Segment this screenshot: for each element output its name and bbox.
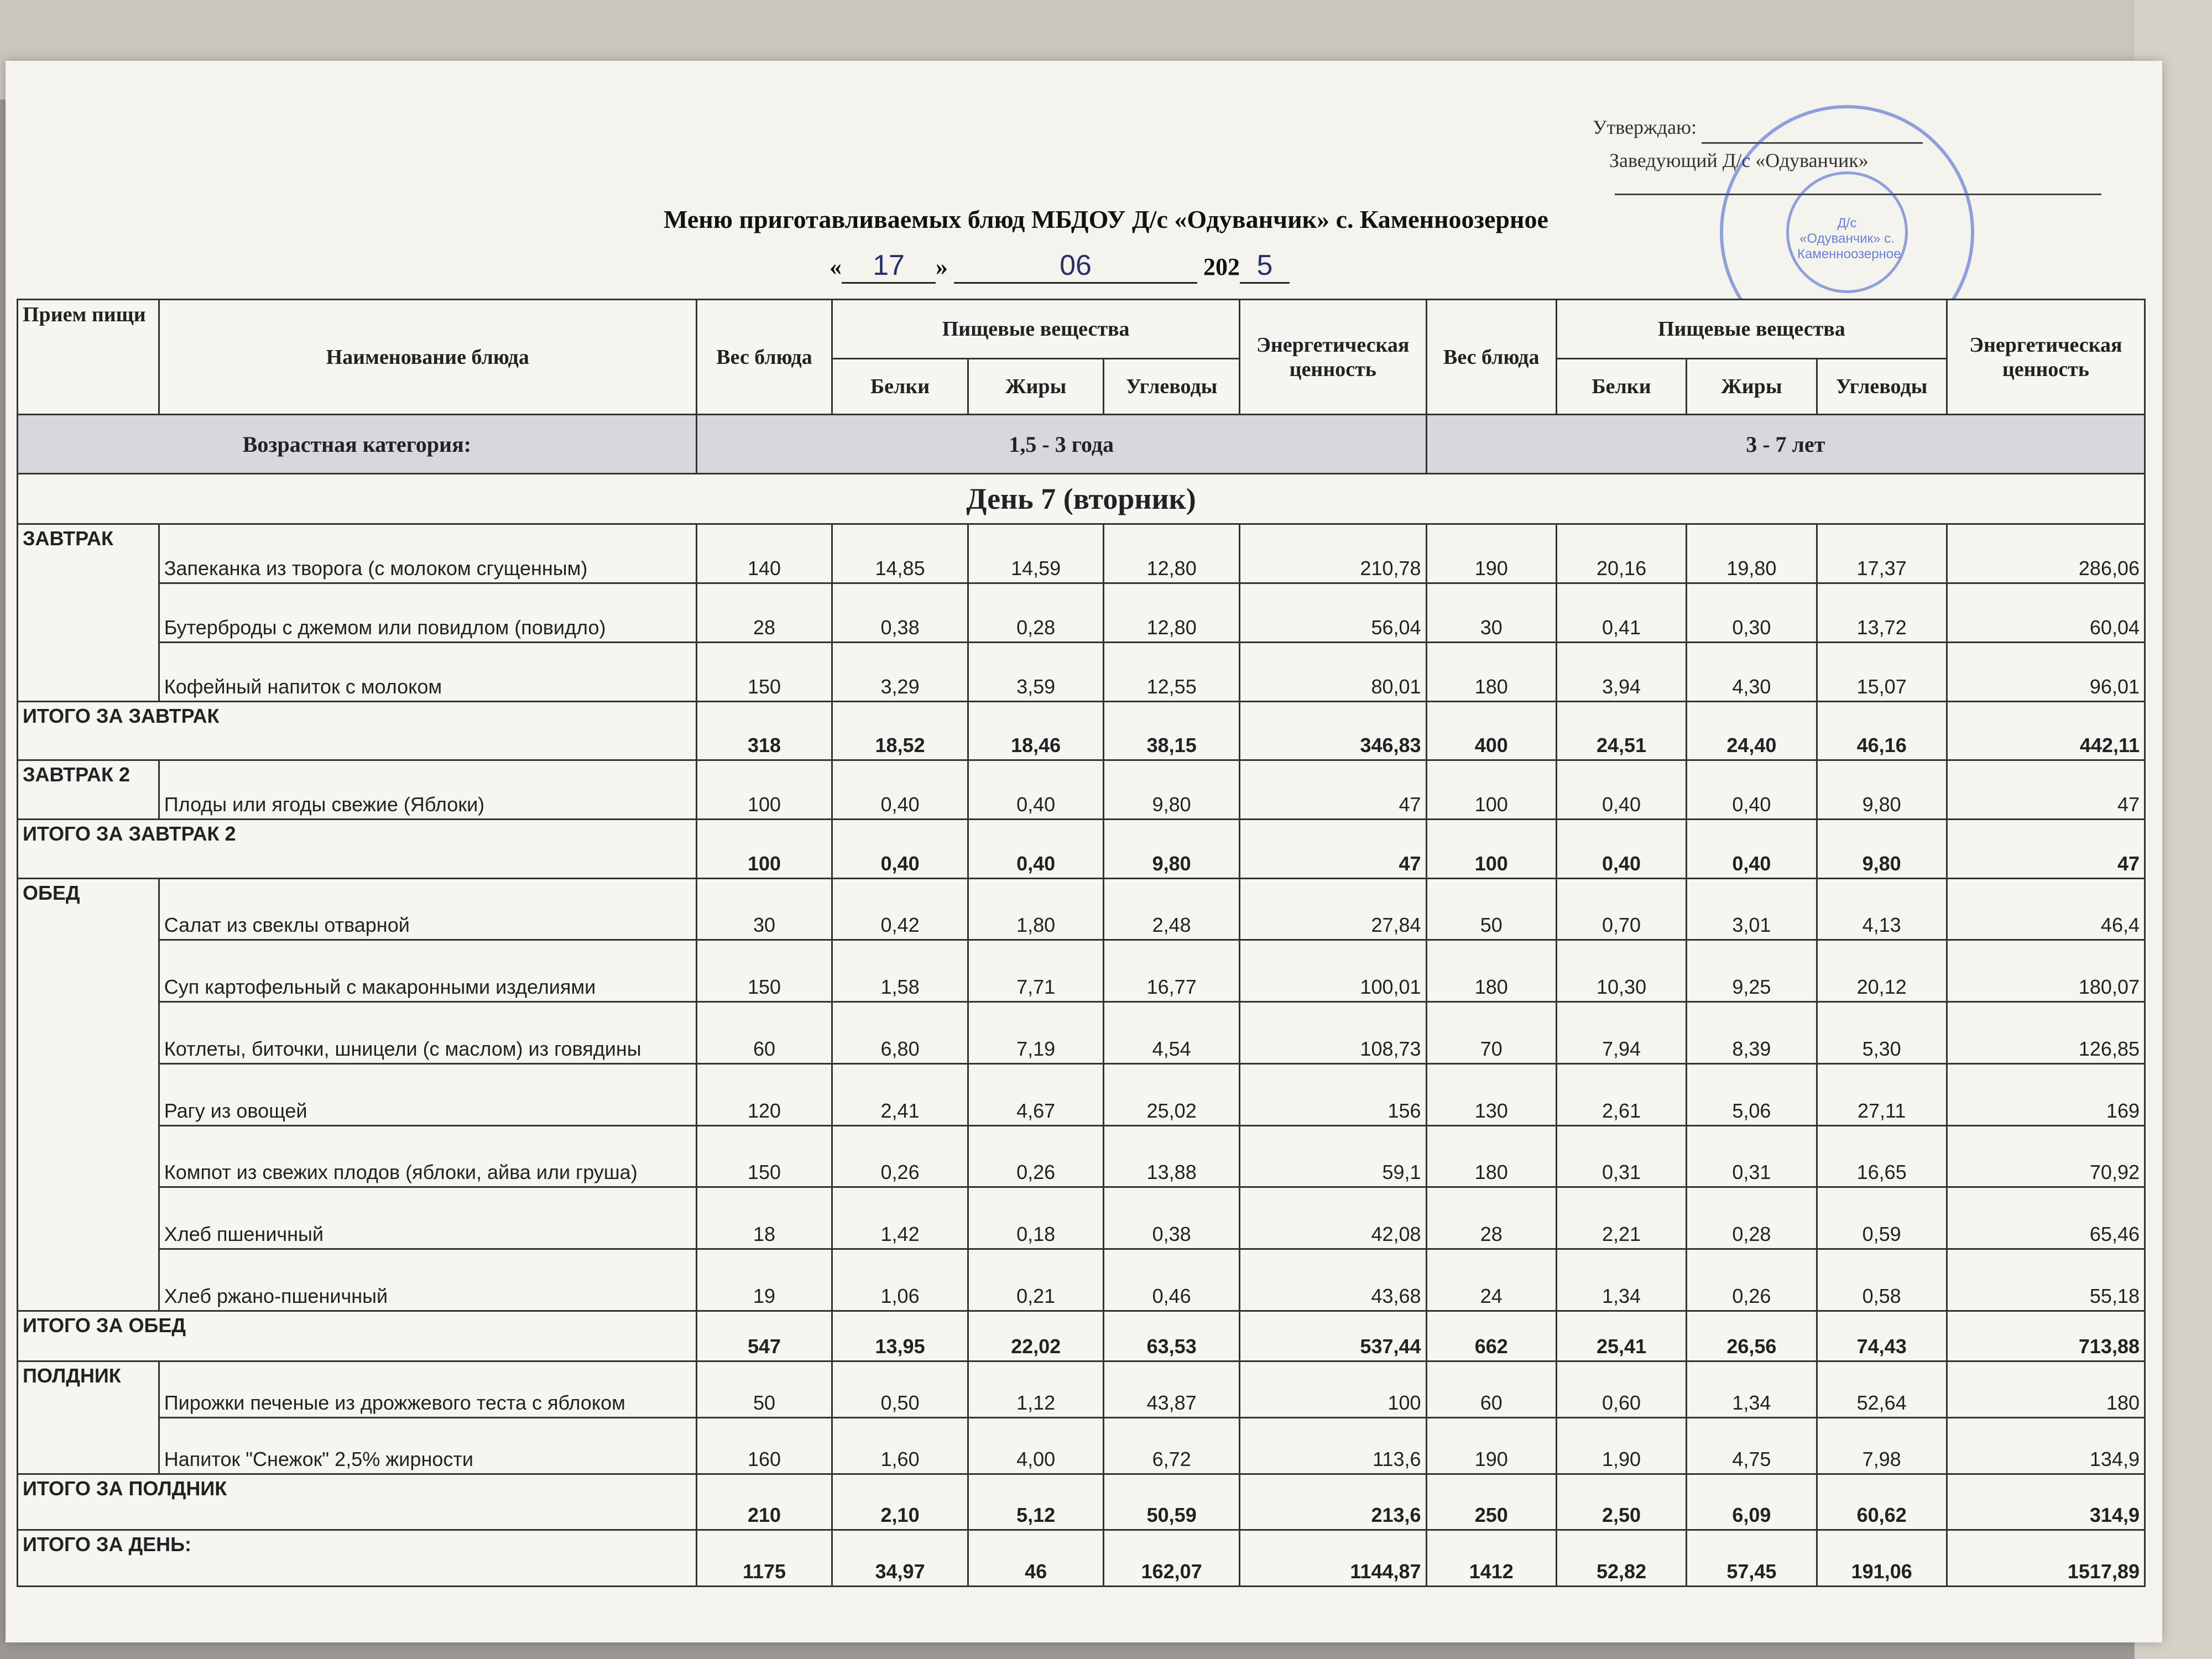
total-energy-b: 1517,89 bbox=[1947, 1530, 2145, 1587]
total-energy-a: 537,44 bbox=[1239, 1311, 1426, 1361]
cell-weight-a: 120 bbox=[696, 1063, 832, 1125]
total-carbs-a: 9,80 bbox=[1104, 819, 1240, 878]
cell-fats-a: 4,67 bbox=[968, 1063, 1104, 1125]
cell-fats-a: 14,59 bbox=[968, 524, 1104, 583]
total-label: ИТОГО ЗА ДЕНЬ: bbox=[18, 1530, 697, 1587]
meal-snack: ПОЛДНИК bbox=[18, 1361, 159, 1474]
cell-fats-a: 3,59 bbox=[968, 642, 1104, 701]
cell-fats-b: 0,40 bbox=[1687, 760, 1817, 820]
total-proteins-b: 52,82 bbox=[1556, 1530, 1686, 1587]
cell-carbs-b: 17,37 bbox=[1817, 524, 1947, 583]
cell-fats-b: 0,30 bbox=[1687, 583, 1817, 643]
meal-breakfast-2: ЗАВТРАК 2 bbox=[18, 760, 159, 820]
age-group-b: 3 - 7 лет bbox=[1426, 415, 2145, 474]
total-proteins-a: 0,40 bbox=[832, 819, 968, 878]
cell-proteins-a: 0,38 bbox=[832, 583, 968, 643]
cell-energy-a: 108,73 bbox=[1239, 1002, 1426, 1064]
cell-carbs-b: 16,65 bbox=[1817, 1125, 1947, 1187]
cell-weight-a: 19 bbox=[696, 1249, 832, 1311]
cell-weight-b: 30 bbox=[1426, 583, 1556, 643]
age-group-a: 1,5 - 3 года bbox=[696, 415, 1426, 474]
day-title: День 7 (вторник) bbox=[18, 473, 2145, 524]
cell-fats-a: 0,26 bbox=[968, 1125, 1104, 1187]
header-weight-b: Вес блюда bbox=[1426, 300, 1556, 415]
cell-carbs-a: 12,80 bbox=[1104, 583, 1240, 643]
date-year-prefix: 202 bbox=[1203, 253, 1240, 280]
cell-fats-b: 19,80 bbox=[1687, 524, 1817, 583]
cell-fats-b: 9,25 bbox=[1687, 940, 1817, 1002]
header-proteins-b: Белки bbox=[1556, 358, 1686, 415]
meal-breakfast: ЗАВТРАК bbox=[18, 524, 159, 701]
total-energy-b: 47 bbox=[1947, 819, 2145, 878]
total-label: ИТОГО ЗА ПОЛДНИК bbox=[18, 1474, 697, 1530]
header-nutrients-a: Пищевые вещества bbox=[832, 300, 1240, 359]
cell-fats-a: 1,12 bbox=[968, 1361, 1104, 1418]
cell-fats-b: 0,28 bbox=[1687, 1187, 1817, 1249]
table-row bbox=[18, 1249, 2145, 1311]
table-row bbox=[18, 940, 2145, 1002]
table-row bbox=[18, 1125, 2145, 1187]
total-carbs-a: 38,15 bbox=[1104, 701, 1240, 760]
date-year-suffix: 5 bbox=[1240, 249, 1290, 284]
cell-fats-b: 8,39 bbox=[1687, 1002, 1817, 1064]
cell-proteins-a: 1,60 bbox=[832, 1417, 968, 1474]
cell-carbs-a: 4,54 bbox=[1104, 1002, 1240, 1064]
header-weight-a: Вес блюда bbox=[696, 300, 832, 415]
total-carbs-b: 9,80 bbox=[1817, 819, 1947, 878]
header-fats-a: Жиры bbox=[968, 358, 1104, 415]
approve-label: Утверждаю: bbox=[1593, 116, 1697, 138]
head-label: Заведующий Д/с «Одуванчик» bbox=[1609, 149, 1869, 171]
cell-weight-b: 180 bbox=[1426, 642, 1556, 701]
cell-energy-a: 210,78 bbox=[1239, 524, 1426, 583]
table-row bbox=[18, 583, 2145, 643]
cell-carbs-a: 12,80 bbox=[1104, 524, 1240, 583]
cell-proteins-b: 0,70 bbox=[1556, 878, 1686, 940]
total-weight-b: 100 bbox=[1426, 819, 1556, 878]
meal-lunch: ОБЕД bbox=[18, 878, 159, 1311]
cell-weight-a: 18 bbox=[696, 1187, 832, 1249]
cell-weight-b: 180 bbox=[1426, 940, 1556, 1002]
cell-weight-a: 150 bbox=[696, 1125, 832, 1187]
cell-energy-b: 180,07 bbox=[1947, 940, 2145, 1002]
table-row bbox=[18, 1361, 2145, 1418]
total-proteins-a: 2,10 bbox=[832, 1474, 968, 1530]
cell-fats-b: 1,34 bbox=[1687, 1361, 1817, 1418]
cell-fats-a: 0,21 bbox=[968, 1249, 1104, 1311]
header-energy-b: Энергетическая ценность bbox=[1947, 300, 2145, 415]
stamp-text: Д/с «Одуванчик» с. Каменноозерное bbox=[1797, 216, 1901, 262]
cell-weight-a: 28 bbox=[696, 583, 832, 643]
cell-proteins-a: 6,80 bbox=[832, 1002, 968, 1064]
cell-weight-b: 60 bbox=[1426, 1361, 1556, 1418]
total-carbs-a: 63,53 bbox=[1104, 1311, 1240, 1361]
date-day: 17 bbox=[842, 249, 936, 284]
cell-energy-b: 96,01 bbox=[1947, 642, 2145, 701]
cell-proteins-b: 2,61 bbox=[1556, 1063, 1686, 1125]
date-month: 06 bbox=[954, 249, 1197, 284]
dish-name: Напиток "Снежок" 2,5% жирности bbox=[159, 1417, 696, 1474]
cell-weight-a: 160 bbox=[696, 1417, 832, 1474]
total-proteins-b: 2,50 bbox=[1556, 1474, 1686, 1530]
cell-weight-b: 190 bbox=[1426, 1417, 1556, 1474]
cell-carbs-b: 0,59 bbox=[1817, 1187, 1947, 1249]
cell-fats-a: 4,00 bbox=[968, 1417, 1104, 1474]
cell-carbs-a: 6,72 bbox=[1104, 1417, 1240, 1474]
total-row bbox=[18, 1474, 2145, 1530]
cell-energy-a: 113,6 bbox=[1239, 1417, 1426, 1474]
total-energy-b: 713,88 bbox=[1947, 1311, 2145, 1361]
cell-carbs-a: 0,38 bbox=[1104, 1187, 1240, 1249]
cell-energy-b: 169 bbox=[1947, 1063, 2145, 1125]
total-energy-b: 442,11 bbox=[1947, 701, 2145, 760]
cell-proteins-b: 0,40 bbox=[1556, 760, 1686, 820]
total-proteins-a: 13,95 bbox=[832, 1311, 968, 1361]
cell-weight-a: 60 bbox=[696, 1002, 832, 1064]
total-weight-b: 250 bbox=[1426, 1474, 1556, 1530]
cell-energy-a: 47 bbox=[1239, 760, 1426, 820]
total-fats-a: 46 bbox=[968, 1530, 1104, 1587]
total-carbs-a: 50,59 bbox=[1104, 1474, 1240, 1530]
cell-proteins-a: 0,42 bbox=[832, 878, 968, 940]
cell-proteins-a: 1,06 bbox=[832, 1249, 968, 1311]
header-carbs-b: Углеводы bbox=[1817, 358, 1947, 415]
cell-carbs-b: 0,58 bbox=[1817, 1249, 1947, 1311]
cell-carbs-a: 43,87 bbox=[1104, 1361, 1240, 1418]
cell-fats-b: 0,26 bbox=[1687, 1249, 1817, 1311]
table-row bbox=[18, 1002, 2145, 1064]
cell-proteins-b: 2,21 bbox=[1556, 1187, 1686, 1249]
cell-fats-a: 7,19 bbox=[968, 1002, 1104, 1064]
header-energy-a: Энергетическая ценность bbox=[1239, 300, 1426, 415]
total-carbs-b: 74,43 bbox=[1817, 1311, 1947, 1361]
dish-name: Хлеб пшеничный bbox=[159, 1187, 696, 1249]
cell-proteins-a: 14,85 bbox=[832, 524, 968, 583]
cell-proteins-b: 20,16 bbox=[1556, 524, 1686, 583]
cell-energy-b: 46,4 bbox=[1947, 878, 2145, 940]
cell-carbs-b: 52,64 bbox=[1817, 1361, 1947, 1418]
cell-energy-b: 55,18 bbox=[1947, 1249, 2145, 1311]
cell-carbs-a: 12,55 bbox=[1104, 642, 1240, 701]
total-energy-a: 1144,87 bbox=[1239, 1530, 1426, 1587]
total-carbs-a: 162,07 bbox=[1104, 1530, 1240, 1587]
cell-energy-a: 100,01 bbox=[1239, 940, 1426, 1002]
dish-name: Салат из свеклы отварной bbox=[159, 878, 696, 940]
cell-proteins-a: 1,58 bbox=[832, 940, 968, 1002]
dish-name: Суп картофельный с макаронными изделиями bbox=[159, 940, 696, 1002]
cell-weight-a: 150 bbox=[696, 940, 832, 1002]
cell-proteins-b: 10,30 bbox=[1556, 940, 1686, 1002]
table-row bbox=[18, 524, 2145, 583]
cell-energy-b: 180 bbox=[1947, 1361, 2145, 1418]
total-weight-b: 400 bbox=[1426, 701, 1556, 760]
cell-energy-b: 126,85 bbox=[1947, 1002, 2145, 1064]
total-fats-b: 24,40 bbox=[1687, 701, 1817, 760]
cell-energy-a: 100 bbox=[1239, 1361, 1426, 1418]
cell-carbs-b: 7,98 bbox=[1817, 1417, 1947, 1474]
cell-weight-b: 190 bbox=[1426, 524, 1556, 583]
dish-name: Котлеты, биточки, шницели (с маслом) из говядины bbox=[159, 1002, 696, 1064]
cell-weight-b: 28 bbox=[1426, 1187, 1556, 1249]
header-carbs-a: Углеводы bbox=[1104, 358, 1240, 415]
cell-weight-a: 140 bbox=[696, 524, 832, 583]
total-energy-a: 346,83 bbox=[1239, 701, 1426, 760]
cell-proteins-a: 0,50 bbox=[832, 1361, 968, 1418]
total-fats-b: 26,56 bbox=[1687, 1311, 1817, 1361]
cell-weight-b: 180 bbox=[1426, 1125, 1556, 1187]
cell-proteins-b: 0,60 bbox=[1556, 1361, 1686, 1418]
total-fats-a: 18,46 bbox=[968, 701, 1104, 760]
total-proteins-a: 34,97 bbox=[832, 1530, 968, 1587]
cell-energy-a: 80,01 bbox=[1239, 642, 1426, 701]
cell-fats-b: 4,75 bbox=[1687, 1417, 1817, 1474]
dish-name: Компот из свежих плодов (яблоки, айва или груша) bbox=[159, 1125, 696, 1187]
page-title: Меню приготавливаемых блюд МБДОУ Д/с «Одуванчик» с. Каменноозерное bbox=[664, 205, 1548, 233]
cell-carbs-a: 16,77 bbox=[1104, 940, 1240, 1002]
total-energy-b: 314,9 bbox=[1947, 1474, 2145, 1530]
cell-weight-b: 70 bbox=[1426, 1002, 1556, 1064]
cell-weight-a: 100 bbox=[696, 760, 832, 820]
cell-energy-a: 42,08 bbox=[1239, 1187, 1426, 1249]
total-weight-a: 547 bbox=[696, 1311, 832, 1361]
total-proteins-b: 24,51 bbox=[1556, 701, 1686, 760]
total-label: ИТОГО ЗА ЗАВТРАК bbox=[18, 701, 697, 760]
cell-energy-b: 134,9 bbox=[1947, 1417, 2145, 1474]
cell-carbs-b: 27,11 bbox=[1817, 1063, 1947, 1125]
total-fats-b: 6,09 bbox=[1687, 1474, 1817, 1530]
dish-name: Плоды или ягоды свежие (Яблоки) bbox=[159, 760, 696, 820]
total-proteins-b: 25,41 bbox=[1556, 1311, 1686, 1361]
cell-fats-b: 3,01 bbox=[1687, 878, 1817, 940]
cell-proteins-b: 1,34 bbox=[1556, 1249, 1686, 1311]
cell-energy-a: 27,84 bbox=[1239, 878, 1426, 940]
cell-carbs-b: 5,30 bbox=[1817, 1002, 1947, 1064]
dish-name: Хлеб ржано-пшеничный bbox=[159, 1249, 696, 1311]
total-row bbox=[18, 1530, 2145, 1587]
cell-energy-a: 59,1 bbox=[1239, 1125, 1426, 1187]
total-carbs-b: 191,06 bbox=[1817, 1530, 1947, 1587]
total-label: ИТОГО ЗА ОБЕД bbox=[18, 1311, 697, 1361]
menu-table bbox=[17, 299, 2146, 1587]
cell-carbs-a: 13,88 bbox=[1104, 1125, 1240, 1187]
cell-fats-a: 1,80 bbox=[968, 878, 1104, 940]
total-label: ИТОГО ЗА ЗАВТРАК 2 bbox=[18, 819, 697, 878]
cell-fats-a: 0,40 bbox=[968, 760, 1104, 820]
total-weight-a: 100 bbox=[696, 819, 832, 878]
cell-fats-b: 0,31 bbox=[1687, 1125, 1817, 1187]
total-carbs-b: 60,62 bbox=[1817, 1474, 1947, 1530]
cell-energy-b: 65,46 bbox=[1947, 1187, 2145, 1249]
total-weight-a: 318 bbox=[696, 701, 832, 760]
cell-proteins-a: 2,41 bbox=[832, 1063, 968, 1125]
cell-energy-b: 286,06 bbox=[1947, 524, 2145, 583]
total-fats-a: 0,40 bbox=[968, 819, 1104, 878]
total-carbs-b: 46,16 bbox=[1817, 701, 1947, 760]
total-weight-a: 1175 bbox=[696, 1530, 832, 1587]
dish-name: Кофейный напиток с молоком bbox=[159, 642, 696, 701]
cell-carbs-b: 4,13 bbox=[1817, 878, 1947, 940]
cell-carbs-b: 9,80 bbox=[1817, 760, 1947, 820]
cell-energy-a: 43,68 bbox=[1239, 1249, 1426, 1311]
cell-carbs-b: 13,72 bbox=[1817, 583, 1947, 643]
cell-weight-a: 150 bbox=[696, 642, 832, 701]
cell-carbs-b: 20,12 bbox=[1817, 940, 1947, 1002]
total-proteins-a: 18,52 bbox=[832, 701, 968, 760]
table-row bbox=[18, 1063, 2145, 1125]
cell-proteins-a: 3,29 bbox=[832, 642, 968, 701]
cell-fats-a: 7,71 bbox=[968, 940, 1104, 1002]
header-nutrients-b: Пищевые вещества bbox=[1556, 300, 1947, 359]
cell-weight-b: 130 bbox=[1426, 1063, 1556, 1125]
total-row bbox=[18, 819, 2145, 878]
cell-fats-b: 5,06 bbox=[1687, 1063, 1817, 1125]
cell-weight-a: 50 bbox=[696, 1361, 832, 1418]
total-energy-a: 213,6 bbox=[1239, 1474, 1426, 1530]
cell-weight-b: 24 bbox=[1426, 1249, 1556, 1311]
header-meal: Прием пищи bbox=[18, 300, 159, 415]
total-row bbox=[18, 1311, 2145, 1361]
total-fats-a: 22,02 bbox=[968, 1311, 1104, 1361]
cell-carbs-a: 9,80 bbox=[1104, 760, 1240, 820]
cell-proteins-b: 3,94 bbox=[1556, 642, 1686, 701]
table-row bbox=[18, 1187, 2145, 1249]
dish-name: Бутерброды с джемом или повидлом (повидло) bbox=[159, 583, 696, 643]
total-weight-a: 210 bbox=[696, 1474, 832, 1530]
total-energy-a: 47 bbox=[1239, 819, 1426, 878]
dish-name: Пирожки печеные из дрожжевого теста с яблоком bbox=[159, 1361, 696, 1418]
cell-fats-b: 4,30 bbox=[1687, 642, 1817, 701]
header-dish: Наименование блюда bbox=[159, 300, 696, 415]
cell-energy-a: 156 bbox=[1239, 1063, 1426, 1125]
total-weight-b: 1412 bbox=[1426, 1530, 1556, 1587]
header-proteins-a: Белки bbox=[832, 358, 968, 415]
table-row bbox=[18, 760, 2145, 820]
cell-proteins-b: 0,41 bbox=[1556, 583, 1686, 643]
cell-carbs-a: 0,46 bbox=[1104, 1249, 1240, 1311]
header-fats-b: Жиры bbox=[1687, 358, 1817, 415]
cell-energy-b: 60,04 bbox=[1947, 583, 2145, 643]
cell-energy-a: 56,04 bbox=[1239, 583, 1426, 643]
cell-proteins-a: 0,26 bbox=[832, 1125, 968, 1187]
cell-energy-b: 47 bbox=[1947, 760, 2145, 820]
dish-name: Запеканка из творога (с молоком сгущенным) bbox=[159, 524, 696, 583]
cell-carbs-b: 15,07 bbox=[1817, 642, 1947, 701]
cell-energy-b: 70,92 bbox=[1947, 1125, 2145, 1187]
cell-carbs-a: 25,02 bbox=[1104, 1063, 1240, 1125]
cell-weight-b: 100 bbox=[1426, 760, 1556, 820]
total-weight-b: 662 bbox=[1426, 1311, 1556, 1361]
cell-proteins-b: 7,94 bbox=[1556, 1002, 1686, 1064]
cell-weight-a: 30 bbox=[696, 878, 832, 940]
menu-date: « 17 » 06 202 5 bbox=[830, 249, 1438, 284]
total-fats-a: 5,12 bbox=[968, 1474, 1104, 1530]
cell-proteins-a: 1,42 bbox=[832, 1187, 968, 1249]
table-row bbox=[18, 878, 2145, 940]
total-proteins-b: 0,40 bbox=[1556, 819, 1686, 878]
total-row bbox=[18, 701, 2145, 760]
total-fats-b: 57,45 bbox=[1687, 1530, 1817, 1587]
cell-weight-b: 50 bbox=[1426, 878, 1556, 940]
cell-proteins-b: 1,90 bbox=[1556, 1417, 1686, 1474]
table-row bbox=[18, 642, 2145, 701]
cell-proteins-b: 0,31 bbox=[1556, 1125, 1686, 1187]
table-row bbox=[18, 1417, 2145, 1474]
cell-fats-a: 0,28 bbox=[968, 583, 1104, 643]
age-category-label: Возрастная категория: bbox=[18, 415, 697, 474]
cell-fats-a: 0,18 bbox=[968, 1187, 1104, 1249]
cell-carbs-a: 2,48 bbox=[1104, 878, 1240, 940]
cell-proteins-a: 0,40 bbox=[832, 760, 968, 820]
dish-name: Рагу из овощей bbox=[159, 1063, 696, 1125]
total-fats-b: 0,40 bbox=[1687, 819, 1817, 878]
